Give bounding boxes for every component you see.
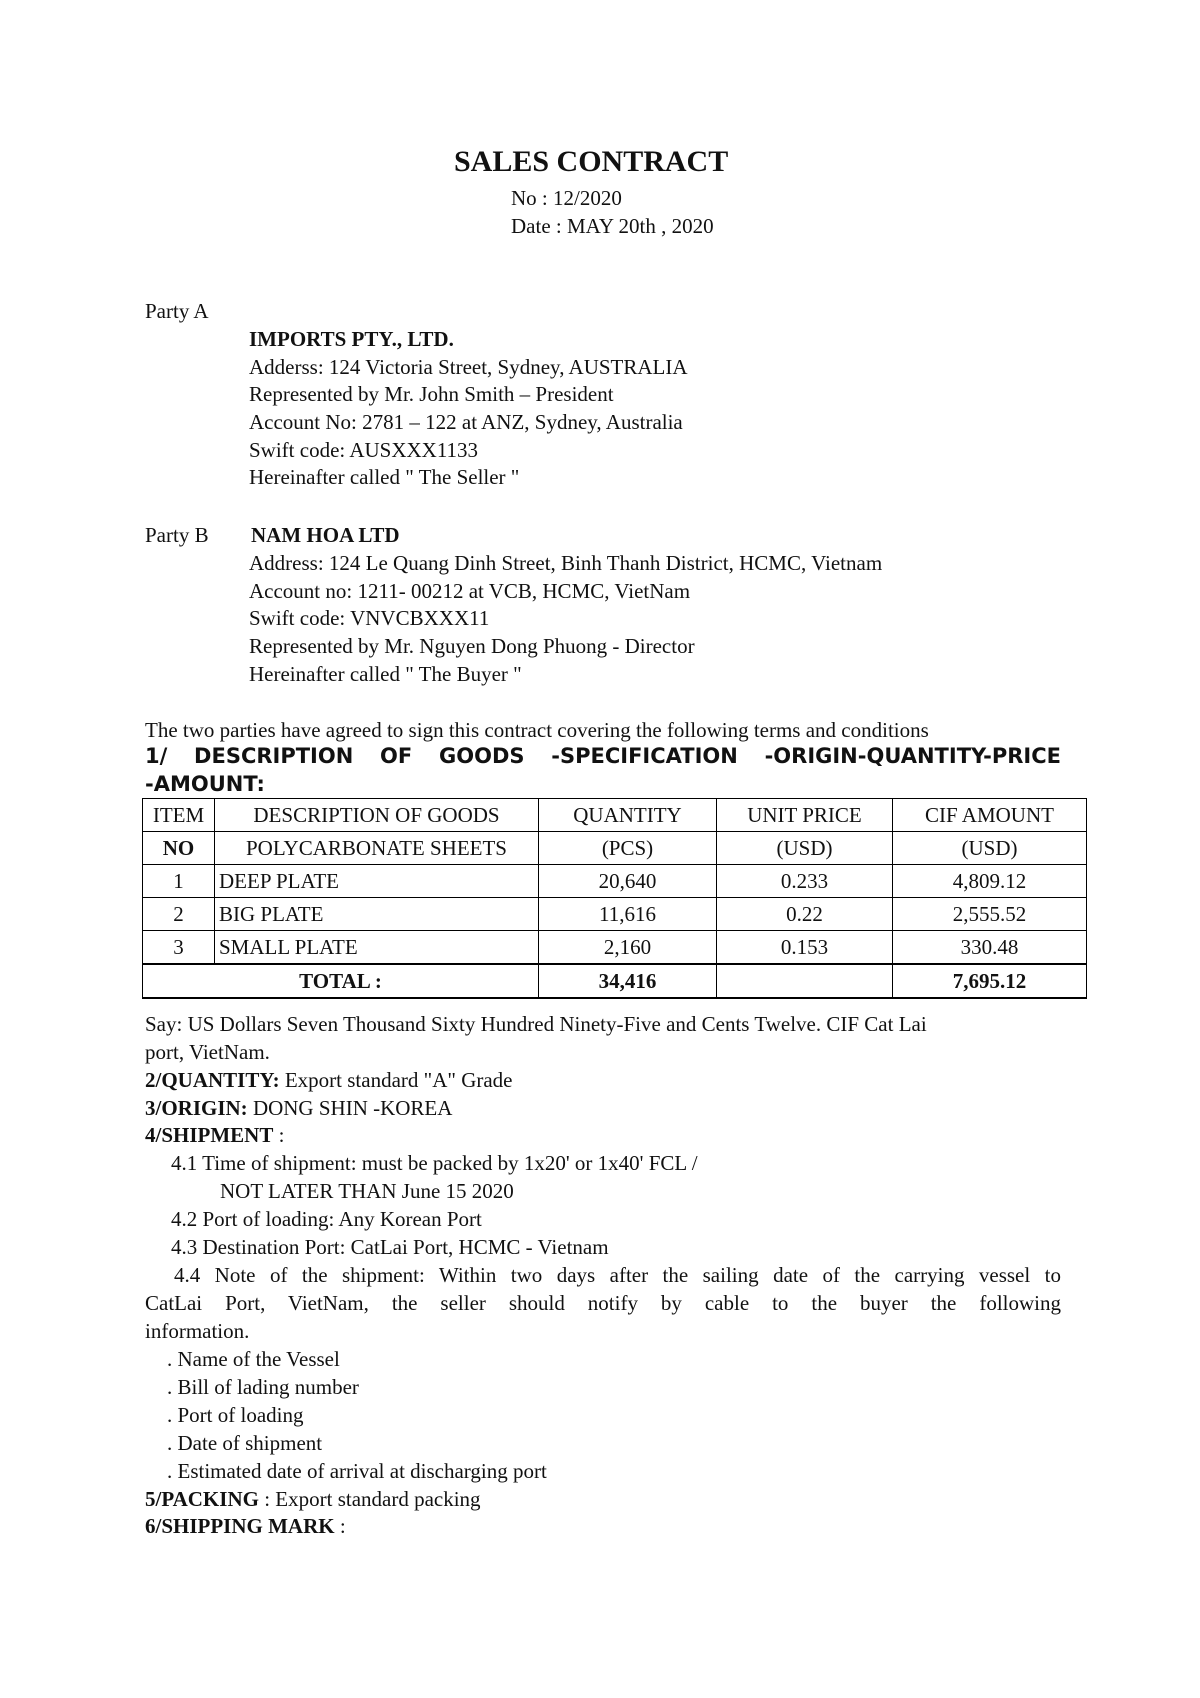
unit-price-cell: 0.22 [717, 898, 893, 931]
table-row [143, 865, 1087, 898]
table-row [143, 898, 1087, 931]
header-cell: DESCRIPTION OF GOODS [215, 799, 539, 832]
description-cell: BIG PLATE [215, 898, 539, 931]
shipping-mark-clause-label: 6/SHIPPING MARK [145, 1514, 335, 1538]
document-title: SALES CONTRACT [454, 145, 729, 178]
header-cell: (PCS) [539, 832, 717, 865]
table-row [143, 931, 1087, 965]
shipment-note: 4.4 Note of the shipment: Within two days after the sailing date of the carrying vessel to [174, 1263, 1061, 1287]
list-item: . Estimated date of arrival at discharging port [167, 1459, 547, 1483]
party-a-swift: Swift code: AUSXXX1133 [249, 438, 479, 462]
party-a-address: Adderss: 124 Victoria Street, Sydney, AUSTRALIA [249, 355, 688, 379]
header-cell: NO [143, 832, 215, 865]
total-quantity-cell: 34,416 [539, 964, 717, 998]
origin-clause-label: 3/ORIGIN: [145, 1096, 248, 1120]
description-cell: SMALL PLATE [215, 931, 539, 965]
list-item: . Name of the Vessel [167, 1347, 340, 1371]
quantity-clause [145, 1066, 513, 1094]
unit-price-cell: 0.233 [717, 865, 893, 898]
intro-text: The two parties have agreed to sign this contract covering the following terms and conditions [145, 718, 929, 742]
party-a-hereinafter: Hereinafter called " The Seller " [249, 465, 520, 489]
amount-cell: 2,555.52 [893, 898, 1087, 931]
shipment-time: 4.1 Time of shipment: must be packed by 1x20' or 1x40' FCL / [171, 1151, 698, 1175]
party-b-swift: Swift code: VNVCBXXX11 [249, 606, 490, 630]
list-item: . Port of loading [167, 1403, 304, 1427]
header-cell: POLYCARBONATE SHEETS [215, 832, 539, 865]
item-no-cell: 2 [143, 898, 215, 931]
description-cell: DEEP PLATE [215, 865, 539, 898]
party-a-account: Account No: 2781 – 122 at ANZ, Sydney, Australia [249, 410, 683, 434]
header-cell: (USD) [893, 832, 1087, 865]
party-a-name: IMPORTS PTY., LTD. [249, 327, 454, 351]
quantity-cell: 20,640 [539, 865, 717, 898]
party-b-hereinafter: Hereinafter called " The Buyer " [249, 662, 522, 686]
shipping-mark-clause-value: : [334, 1514, 346, 1538]
quantity-clause-value: Export standard "A" Grade [279, 1068, 513, 1092]
table-subheader-row [143, 832, 1087, 865]
party-b-name: NAM HOA LTD [251, 523, 400, 547]
section-1-heading: 1/ DESCRIPTION OF GOODS -SPECIFICATION -ORIGIN-QUANTITY-PRICE [145, 744, 1061, 768]
origin-clause [145, 1094, 452, 1122]
header-cell: QUANTITY [539, 799, 717, 832]
packing-clause [145, 1485, 481, 1513]
shipment-clause-label: 4/SHIPMENT [145, 1123, 274, 1147]
shipment-clause-suffix: : [273, 1123, 285, 1147]
party-a-label: Party A [145, 299, 209, 323]
header-cell: CIF AMOUNT [893, 799, 1087, 832]
total-amount-cell: 7,695.12 [893, 964, 1087, 998]
packing-clause-label: 5/PACKING [145, 1487, 259, 1511]
list-item: . Date of shipment [167, 1431, 323, 1455]
shipment-clause [145, 1121, 284, 1149]
party-b-representative: Represented by Mr. Nguyen Dong Phuong - Director [249, 634, 695, 658]
contract-number: No : 12/2020 [511, 186, 622, 210]
total-label-cell: TOTAL : [143, 964, 539, 998]
quantity-cell: 11,616 [539, 898, 717, 931]
table-total-row [143, 964, 1087, 998]
contract-date: Date : MAY 20th , 2020 [511, 214, 714, 238]
item-no-cell: 3 [143, 931, 215, 965]
list-item: . Bill of lading number [167, 1375, 359, 1399]
goods-table [142, 798, 1087, 999]
quantity-clause-label: 2/QUANTITY: [145, 1068, 280, 1092]
amount-cell: 330.48 [893, 931, 1087, 965]
party-b-account: Account no: 1211- 00212 at VCB, HCMC, VietNam [249, 579, 691, 603]
item-no-cell: 1 [143, 865, 215, 898]
packing-clause-value: : Export standard packing [258, 1487, 481, 1511]
total-unit-price-cell [717, 964, 893, 998]
header-cell: (USD) [717, 832, 893, 865]
party-b-label: Party B [145, 523, 209, 547]
amount-in-words-cont: port, VietNam. [145, 1040, 270, 1064]
origin-clause-value: DONG SHIN -KOREA [247, 1096, 453, 1120]
shipment-note-end: information. [145, 1319, 250, 1343]
table-header-row [143, 799, 1087, 832]
quantity-cell: 2,160 [539, 931, 717, 965]
header-cell: UNIT PRICE [717, 799, 893, 832]
port-of-loading: 4.2 Port of loading: Any Korean Port [171, 1207, 482, 1231]
unit-price-cell: 0.153 [717, 931, 893, 965]
shipping-mark-clause [145, 1512, 346, 1540]
section-1-heading-cont: -AMOUNT: [145, 772, 265, 796]
destination-port: 4.3 Destination Port: CatLai Port, HCMC - Vietnam [171, 1235, 609, 1259]
shipment-time-cont: NOT LATER THAN June 15 2020 [220, 1179, 514, 1203]
party-b-address: Address: 124 Le Quang Dinh Street, Binh Thanh District, HCMC, Vietnam [249, 551, 883, 575]
party-a-representative: Represented by Mr. John Smith – President [249, 382, 614, 406]
shipment-note-cont: CatLai Port, VietNam, the seller should notify by cable to the buyer the following [145, 1291, 1061, 1315]
amount-in-words: Say: US Dollars Seven Thousand Sixty Hundred Ninety-Five and Cents Twelve. CIF Cat Lai [145, 1012, 927, 1036]
header-cell: ITEM [143, 799, 215, 832]
amount-cell: 4,809.12 [893, 865, 1087, 898]
